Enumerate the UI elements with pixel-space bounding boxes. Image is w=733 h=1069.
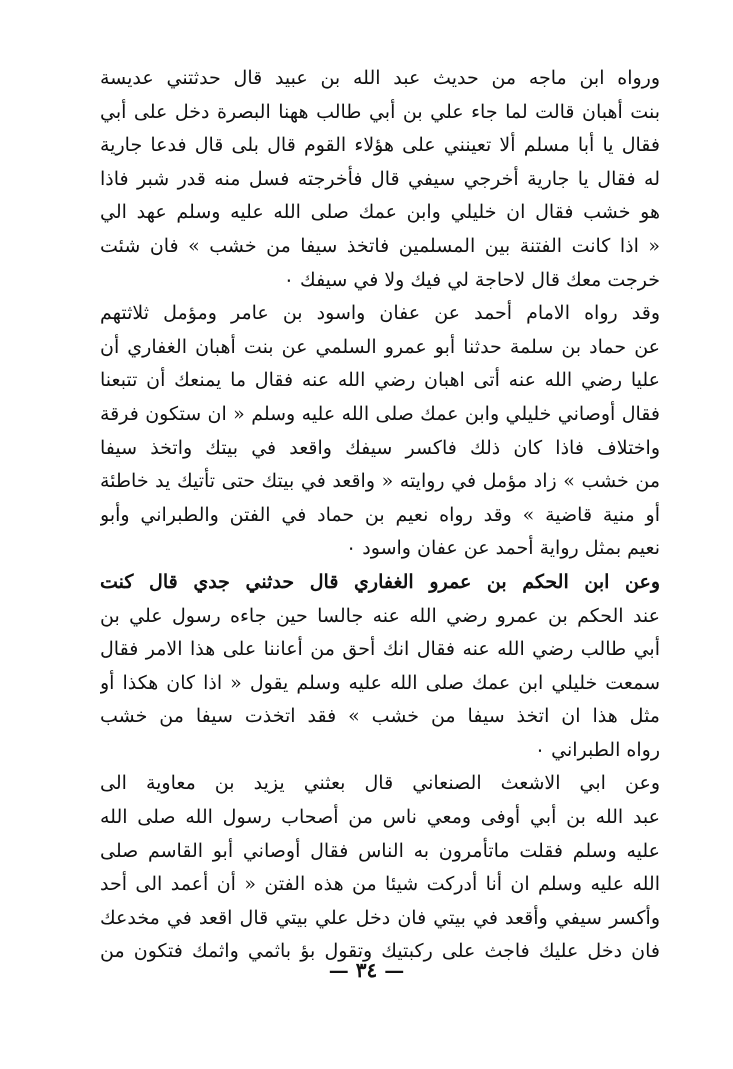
- text-line-21: رواه الطبراني ٠: [534, 738, 660, 761]
- text-line-5: هو خشب فقال ان خليلي وابن عمك صلى الله عليه وسلم عهد الي: [100, 201, 660, 224]
- text-line-13: من خشب » زاد مؤمل في روايته « واقعد في بيتك حتى تأتيك يد خاطئة: [100, 470, 660, 493]
- text-line-22: وعن ابي الاشعث الصنعاني قال بعثني يزيد بن معاوية الى: [100, 772, 660, 795]
- text-line-7: خرجت معك قال لاحاجة لي فيك ولا في سيفك ٠: [283, 268, 660, 291]
- text-line-3: فقال يا أبا مسلم ألا تعينني على هؤلاء القوم قال بلى قال فدعا جارية: [100, 134, 660, 157]
- text-line-4: له فقال يا جارية أخرجي سيفي قال فأخرجته فسل منه قدر شبر فاذا: [100, 167, 660, 190]
- text-line-14: أو منية قاضية » وقد رواه نعيم بن حماد في الفتن والطبراني وأبو: [100, 503, 660, 526]
- page-number: — ٣٤ —: [328, 958, 405, 982]
- text-line-19: سمعت خليلي ابن عمك صلى الله عليه وسلم يقول « اذا كان هكذا أو: [100, 671, 660, 694]
- text-line-25: الله عليه وسلم ان أنا أدركت شيئا من هذه الفتن « أن أعمد الى أحد: [100, 873, 660, 896]
- text-line-17: عند الحكم بن عمرو رضي الله عنه جالسا حين جاءه رسول علي بن: [100, 604, 660, 627]
- text-line-10: عليا رضي الله عنه أتى اهبان رضي الله عنه فقال ما يمنعك أن تتبعنا: [100, 369, 660, 392]
- text-line-9: عن حماد بن سلمة حدثنا أبو عمرو السلمي عن بنت أهبان الغفاري أن: [100, 335, 660, 358]
- main-text-block: [100, 62, 660, 969]
- text-line-18: أبي طالب رضي الله عنه فقال انك أحق من أعاننا على هذا الامر فقال: [100, 638, 660, 661]
- text-line-26: وأكسر سيفي وأقعد في بيتي فان دخل علي بيتي قال اقعد في مخدعك: [100, 906, 660, 929]
- text-line-20: مثل هذا ان اتخذ سيفا من خشب » فقد اتخذت سيفا من خشب: [100, 705, 660, 728]
- text-line-2: بنت أهبان قالت لما جاء علي بن أبي طالب ههنا البصرة دخل على أبي: [100, 100, 660, 123]
- text-line-6: « اذا كانت الفتنة بين المسلمين فاتخذ سيفا من خشب » فان شئت: [100, 234, 660, 257]
- text-line-27: فان دخل عليك فاجث على ركبتيك وتقول بؤ باثمي واثمك فتكون من: [100, 940, 660, 963]
- text-line-8: وقد رواه الامام أحمد عن عفان واسود بن عامر ومؤمل ثلاثتهم: [100, 302, 660, 325]
- text-line-16: وعن ابن الحكم بن عمرو الغفاري قال حدثني جدي قال كنت: [100, 570, 660, 593]
- text-line-12: واختلاف فاذا كان ذلك فاكسر سيفك واقعد في بيتك واتخذ سيفا: [100, 436, 660, 459]
- text-line-15: نعيم بمثل رواية أحمد عن عفان واسود ٠: [346, 537, 660, 560]
- text-line-24: عليه وسلم فقلت ماتأمرون به الناس فقال أوصاني أبو القاسم صلى: [100, 839, 660, 862]
- text-line-11: فقال أوصاني خليلي وابن عمك صلى الله عليه وسلم « ان ستكون فرقة: [100, 402, 660, 425]
- text-line-1: ورواه ابن ماجه من حديث عبد الله بن عبيد قال حدثتني عديسة: [100, 67, 660, 89]
- text-line-23: عبد الله بن أبي أوفى ومعي ناس من أصحاب رسول الله صلى الله: [100, 806, 660, 829]
